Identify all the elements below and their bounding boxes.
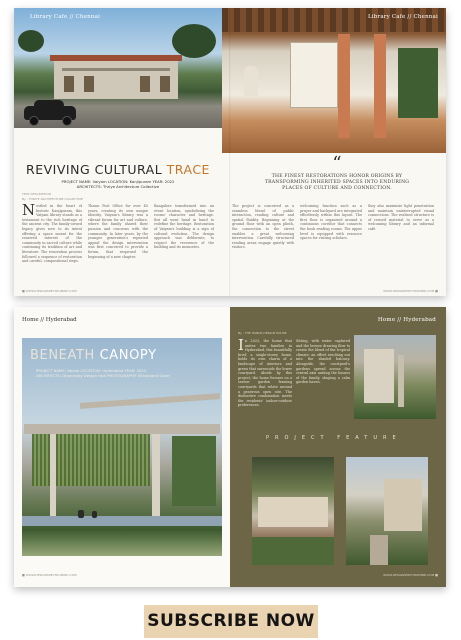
pillar-shape [50, 434, 56, 516]
wooden-ceiling [222, 8, 446, 32]
garden-opening [398, 48, 438, 118]
subscribe-button[interactable]: SUBSCRIBE NOW [144, 605, 318, 638]
body-column: welcoming function such as a prayer and backyard are integrated effortlessly within this layout. The first floor is organized around a continuous corridor that connects the book reading rooms. The upper level is equipped with resource spaces for visiting scholars. [300, 204, 362, 241]
wall-shape [364, 349, 394, 403]
heritage-building-photo [14, 8, 222, 128]
meta-line-architects: ARCHITECTS: Thriye Architecture Collective [76, 184, 160, 189]
project-feature-label: PROJECT FEATURE [266, 435, 402, 441]
quote-mark: “ [332, 153, 342, 174]
magazine-spread-home-hyderabad[interactable] [14, 307, 446, 587]
balcony-line [62, 68, 170, 71]
meta-line-project: PROJECT NAME: Vaiyam LOCATION: Kanjipuram YEAR: 2022 [61, 179, 175, 184]
spine-shadow [229, 8, 231, 296]
tree-shape [172, 24, 216, 58]
footer-url: ■ WWW.DESIGNSPECTRUMIND.COM [22, 289, 77, 293]
person-figure [78, 510, 84, 518]
project-meta [18, 179, 218, 189]
magazine-spread-library-cafe[interactable] [14, 8, 446, 296]
plants-shape [252, 537, 334, 565]
drop-cap: I [238, 339, 244, 354]
trees-shape [172, 436, 216, 506]
canopy-house-photo [22, 338, 222, 556]
water-pool [22, 516, 222, 526]
pillar-shape [398, 355, 404, 407]
person-figure [92, 511, 97, 518]
meta-line-architects: ARCHITECTS: Dhananjay Design Hub PHOTOGRAPHY: Shivanand Sinah [36, 373, 170, 378]
wall-shape [258, 497, 328, 527]
body-column: Thasm Post Office for over 40 years, creating its own unique identity. Vaiyam's library was a vibrant forum for art and culture, where the family shared their passion and concerns with the community. In later years, by the younger generation's repeated appeal the design intervention was first conceived to provide a forum, that reopened the beginning of a new chapter. [88, 204, 148, 259]
body-column: Sitting, with water captured and the breeze drawing flow to create the blend of the tropical climate: an effort reaching out into the shaded balcony. Alongside, the courtyard's gardens spread across the central axis uniting the houses of the family, shaping a calm garden haven. [296, 339, 350, 385]
footer-url: ■ WWW.DESIGNSPECTRUMIND.COM [22, 573, 77, 577]
body-column: The project is conceived as a seamless blend of public interaction, reading culture and spatial fluidity. Beginning at the ground floor with an open plinth, the connection to the street enables a great welcoming intervention. Carefully structured reading areas engage quietly with visitors. [232, 204, 294, 250]
body-column: In 2023, the home that unites two families in Hyderabad, this beautifully brief, a single-storey home, holds its own charm of a landscape of interiors and green that surrounds the lower courtyard. Abode by this project, the home focuses on a serene garden framing courtyards that relate around a generous open site. The distinctive combination meets the residents' indoor-outdoor preferences. [238, 339, 292, 408]
roof-slab [24, 424, 220, 434]
footer-url: WWW.DESIGNSPECTRUMIND.COM ■ [383, 573, 438, 577]
body-column: Bangalore transformed into an event location, symbolizing the rooms' character and heritage. But all went hand in hand to redefine the heritage. Restoration of Vaiyam's building is a sign of cultural evolution. The design approach was deliberate, to respect the reverence of the building and its memories. [154, 204, 214, 250]
walkway-shape [370, 535, 388, 565]
byline: By : THE HANDS DESIGN HOUSE [238, 331, 287, 335]
car-wheel [29, 116, 39, 126]
pillar-shape [152, 434, 160, 516]
window-frame [290, 42, 338, 108]
spread-header-right: Library Cafe // Chennai [367, 14, 438, 20]
body-column: they also maximize light penetration and maintain uninterrupted visual connections. The realised structure is of reused material to serve as a welcoming library and an informal café. [368, 204, 434, 231]
article-title: REVIVING CULTURAL TRACE [26, 162, 210, 177]
canopy-slab [80, 393, 220, 409]
article-title: BENEATH CANOPY [30, 348, 157, 363]
courtyard-photo [354, 335, 436, 419]
car-cabin [34, 100, 64, 108]
body-column: Nestled in the heart of historic Kanjipuram, this Vaiyam library stands as a testament to the rich heritage of the ancient city. The family-owned legacy gives new to its intent offering a space meant for the renewed interest of the community in sacred culture while continuing its tradition of art and literature. The renovation process followed a sequence of restoration and careful, compositional steps. [22, 204, 82, 264]
window-shape [160, 76, 170, 92]
meta-line-project: PROJECT NAME: Abode LOCATION: Hyderabad YEAR: 2022 [36, 368, 147, 373]
tree-shape [18, 30, 44, 52]
interior-garden-photo [252, 457, 334, 565]
window-shape [140, 76, 150, 92]
byline: By : THRIYE ARCHITECTURE COLLECTIVE [22, 197, 83, 201]
spread-header-right: Home // Hyderabad [377, 317, 436, 323]
column-shape [338, 34, 350, 138]
spread-header-left: Library Cafe // Chennai [30, 14, 101, 20]
footer-url: WWW.DESIGNSPECTRUMIND.COM ■ [383, 289, 438, 293]
left-page [14, 307, 230, 587]
spread-header-left: Home // Hyderabad [22, 317, 77, 323]
person-figure [244, 66, 258, 96]
right-page [230, 307, 446, 587]
text-description-label: TEXT DESCRIPTION [22, 192, 51, 196]
column-shape [374, 34, 386, 138]
pull-quote: THE FINEST RESTORATIONS HONOR ORIGINS BY TRANSFORMING INHERITED SPACES INTO ENDURING PLACES OF CULTURE AND CONNECTION. [264, 174, 410, 191]
drop-cap: N [22, 204, 36, 219]
window-shape [64, 76, 74, 92]
pathway-photo [346, 457, 428, 565]
car-wheel [62, 116, 72, 126]
interior-corridor-photo [222, 8, 446, 153]
wall-shape [384, 479, 422, 531]
project-meta [36, 368, 216, 378]
window-shape [84, 76, 94, 92]
